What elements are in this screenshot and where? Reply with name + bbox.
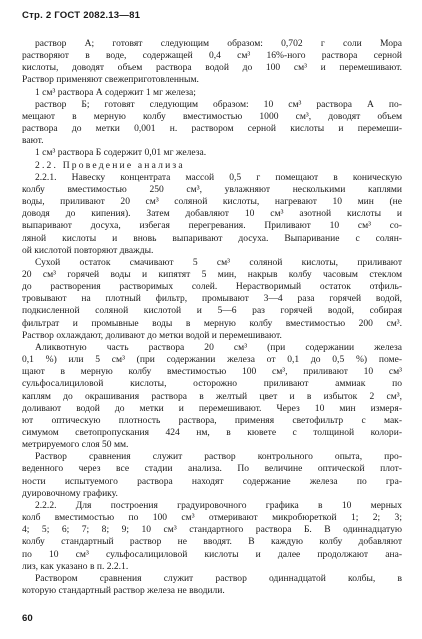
text-line: 2.2. Проведение анализа [35, 159, 185, 171]
text-line: колбу вместимостью 250 см³, увлажняют несколькими каплями [22, 183, 402, 195]
text-line: которую стандартный раствор железа не вводили. [22, 585, 225, 597]
text-line: раствора до метки 0,001 н. раствором серной кислоты и перемеши- [22, 123, 402, 135]
text-line: веденного через все стадии анализа. По величине оптической плот- [22, 463, 402, 475]
text-line: доводя до кипения). Затем добавляют 10 см³ азотной кислоты и [22, 208, 402, 220]
body-text [22, 38, 402, 597]
page-number: 60 [22, 613, 33, 624]
text-line: каплям до окрашивания раствора в желтый цвет и в избыток 2 см³, [22, 390, 402, 402]
text-line: Сухой остаток смачивают 5 см³ соляной кислоты, приливают [35, 256, 402, 268]
text-line: Раствор применяют свежеприготовленным. [22, 74, 199, 86]
text-line: по 10 см³ сульфосалициловой кислоты и далее продолжают ана- [22, 548, 402, 560]
text-line: 2.2.1. Навеску концентрата массой 0,5 г помещают в коническую [35, 171, 402, 183]
text-line: ляной кислоты и вновь выпаривают досуха. Выпаривание с солян- [22, 232, 402, 244]
text-line: Раствор охлаждают, доливают до метки водой и перемешивают. [22, 329, 282, 341]
text-line: доливают водой до метки и перемешивают. Через 10 мин измеря- [22, 402, 402, 414]
text-line: 1 см³ раствора А содержит 1 мг железа; [35, 86, 196, 98]
text-line: 0,1 %) или 5 см³ (при содержании железа от 0,1 до 0,5 %) поме- [22, 354, 402, 366]
text-line: растворяют в воде, содержащей 0,4 см³ 16%-ного раствора серной [22, 50, 402, 62]
text-line: фильтрат и промывные воды в мерную колбу вместимостью 200 см³. [22, 317, 402, 329]
text-line: ности испытуемого раствора находят содержание железа по гра- [22, 475, 402, 487]
text-line: до растворения растворимых солей. Нерастворимый остаток отфиль- [22, 281, 402, 293]
text-line: 2.2.2. Для построения градуировочного графика в 10 мерных [35, 499, 402, 511]
text-line: кислоты, доводят объем раствора водой до 100 см³ и перемешивают. [22, 62, 402, 74]
text-line: выпаривают досуха, избегая перегревания. Приливают 10 см³ со- [22, 220, 402, 232]
text-line: Раствором сравнения служит раствор одиннадцатой колбы, в [35, 572, 402, 584]
text-line: колб вместимостью по 100 см³ отмеривают микробюреткой 1; 2; 3; [22, 512, 402, 524]
text-line: 4; 5; 6; 7; 8; 9; 10 см³ стандартного раствора Б. В одиннадцатую [22, 524, 402, 536]
text-line: ой кислотой повторяют дважды. [22, 244, 154, 256]
text-line: Аликвотную часть раствора 20 см³ (при содержании железа [35, 341, 402, 353]
text-line: 1 см³ раствора Б содержит 0,01 мг железа. [35, 147, 207, 159]
text-line: щают в мерную колбу вместимостью 100 см³, приливают 10 см³ [22, 366, 402, 378]
text-line: тровывают на плотный фильтр, промывают 3—4 раза горячей водой, [22, 293, 402, 305]
text-line: дуировочному графику. [22, 487, 118, 499]
text-line: подкисленной соляной кислотой и 5—6 раз горячей водой, собирая [22, 305, 402, 317]
page-header: Стр. 2 ГОСТ 2082.13—81 [22, 10, 141, 21]
text-line: воды, приливают 20 см³ соляной кислоты, нагревают 10 мин (не [22, 196, 402, 208]
text-line: раствор А; готовят следующим образом: 0,702 г соли Мора [35, 38, 402, 49]
text-line: 20 см³ горячей воды и кипятят 5 мин, накрыв колбу часовым стеклом [22, 268, 402, 280]
text-line: лиз, как указано в п. 2.2.1. [22, 560, 129, 572]
text-line: мещают в мерную колбу вместимостью 1000 см³, доводят объем [22, 110, 402, 122]
text-line: ют оптическую плотность раствора, применяя светофильтр с мак- [22, 414, 402, 426]
text-line: метрируемого слоя 50 мм. [22, 439, 129, 451]
text-line: вают. [22, 135, 44, 147]
text-line: раствор Б; готовят следующим образом: 10 см³ раствора А по- [35, 98, 402, 110]
text-line: сульфосалициловой кислоты, осторожно приливают аммиак по [22, 378, 402, 390]
text-line: колбу стандартный раствор не вводят. В каждую колбу добавляют [22, 536, 402, 548]
text-line: Раствор сравнения служит раствор контрольного опыта, про- [35, 451, 402, 463]
text-line: симумом светопропускания 424 нм, в кювете с толщиной колори- [22, 427, 402, 438]
